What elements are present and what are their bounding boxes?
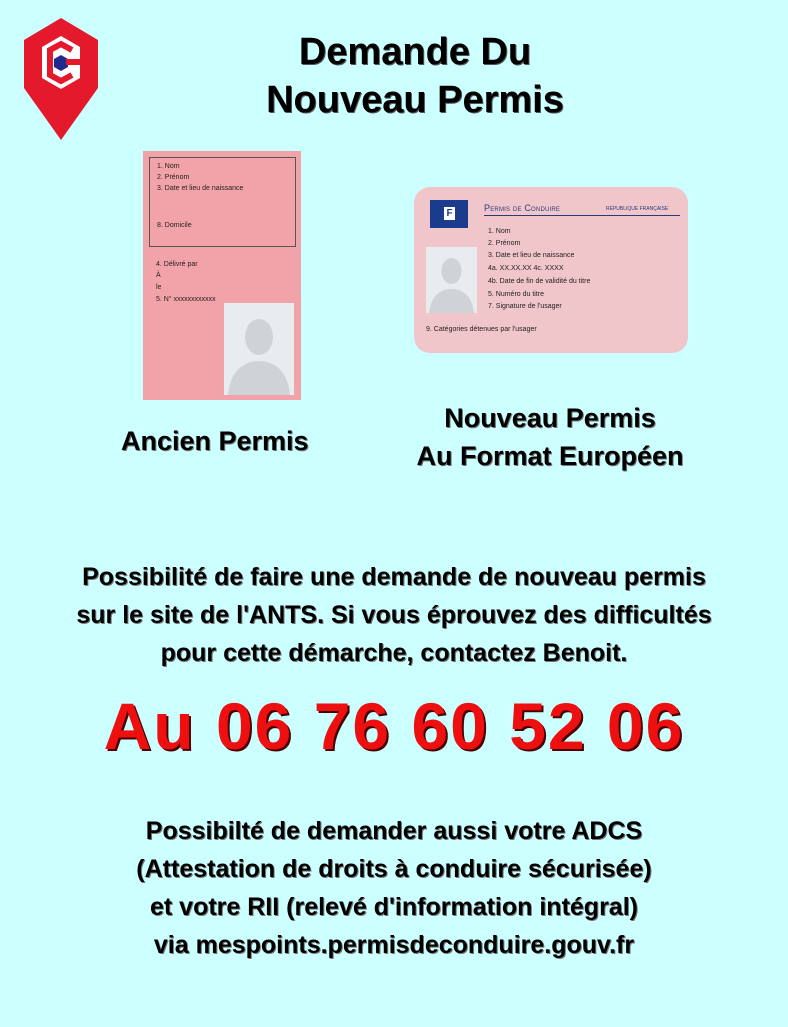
info-line-2: sur le site de l'ANTS. Si vous éprouvez des difficultés (76, 601, 712, 629)
header-divider (484, 215, 680, 216)
new-license-caption (370, 399, 730, 475)
info-line-1: Possibilité de faire une demande de nouveau permis (82, 563, 706, 591)
new-license-country: RÉPUBLIQUE FRANÇAISE (606, 206, 669, 212)
old-license-field: 1. Nom (157, 163, 180, 170)
new-license-caption-line-2: Au Format Européen (416, 441, 684, 471)
old-license-field: 8. Domicile (157, 222, 192, 229)
old-license-field: 3. Date et lieu de naissance (157, 185, 244, 192)
old-license-caption: Ancien Permis (121, 426, 309, 456)
old-license-field: 5. N° xxxxxxxxxxxx (156, 296, 216, 303)
old-license-image (143, 151, 301, 400)
page-title (0, 28, 788, 124)
info-line-3: pour cette démarche, contactez Benoit. (160, 639, 628, 667)
adcs-line-2: (Attestation de droits à conduire sécurisée) (136, 855, 652, 883)
old-license-field: 2. Prénom (157, 174, 190, 181)
portrait-placeholder-icon (426, 247, 477, 313)
new-license-field: 5. Numéro du titre (488, 291, 545, 298)
new-license-field: 7. Signature de l'usager (488, 303, 562, 310)
portrait-placeholder-icon (224, 303, 294, 395)
new-license-field: 1. Nom (488, 228, 511, 235)
adcs-line-3: et votre RII (relevé d'information intégral) (150, 893, 638, 921)
new-license-field: 2. Prénom (488, 240, 521, 247)
new-license-caption-line-1: Nouveau Permis (444, 403, 656, 433)
old-license-field: le (156, 284, 162, 291)
new-license-field: 4a. XX.XX.XX 4c. XXXX (488, 265, 564, 272)
title-line-1: Demande Du (298, 31, 532, 73)
ants-info-paragraph (0, 558, 788, 672)
old-license-field: À (156, 272, 161, 279)
title-line-2: Nouveau Permis (266, 79, 564, 121)
adcs-line-4: via mespoints.permisdeconduire.gouv.fr (153, 931, 635, 959)
new-license-field: 4b. Date de fin de validité du titre (488, 278, 591, 285)
adcs-info-paragraph (0, 812, 788, 964)
old-license-field: 4. Délivré par (156, 261, 198, 268)
phone-number[interactable]: Au 06 76 60 52 06 (103, 689, 685, 763)
new-license-image (414, 187, 688, 353)
new-license-field: 3. Date et lieu de naissance (488, 252, 575, 259)
eu-flag-icon: F (430, 200, 468, 228)
adcs-line-1: Possibilté de demander aussi votre ADCS (145, 817, 643, 845)
new-license-header: Permis de Conduire (484, 203, 561, 213)
new-license-field: 9. Catégories détenues par l'usager (426, 326, 537, 333)
